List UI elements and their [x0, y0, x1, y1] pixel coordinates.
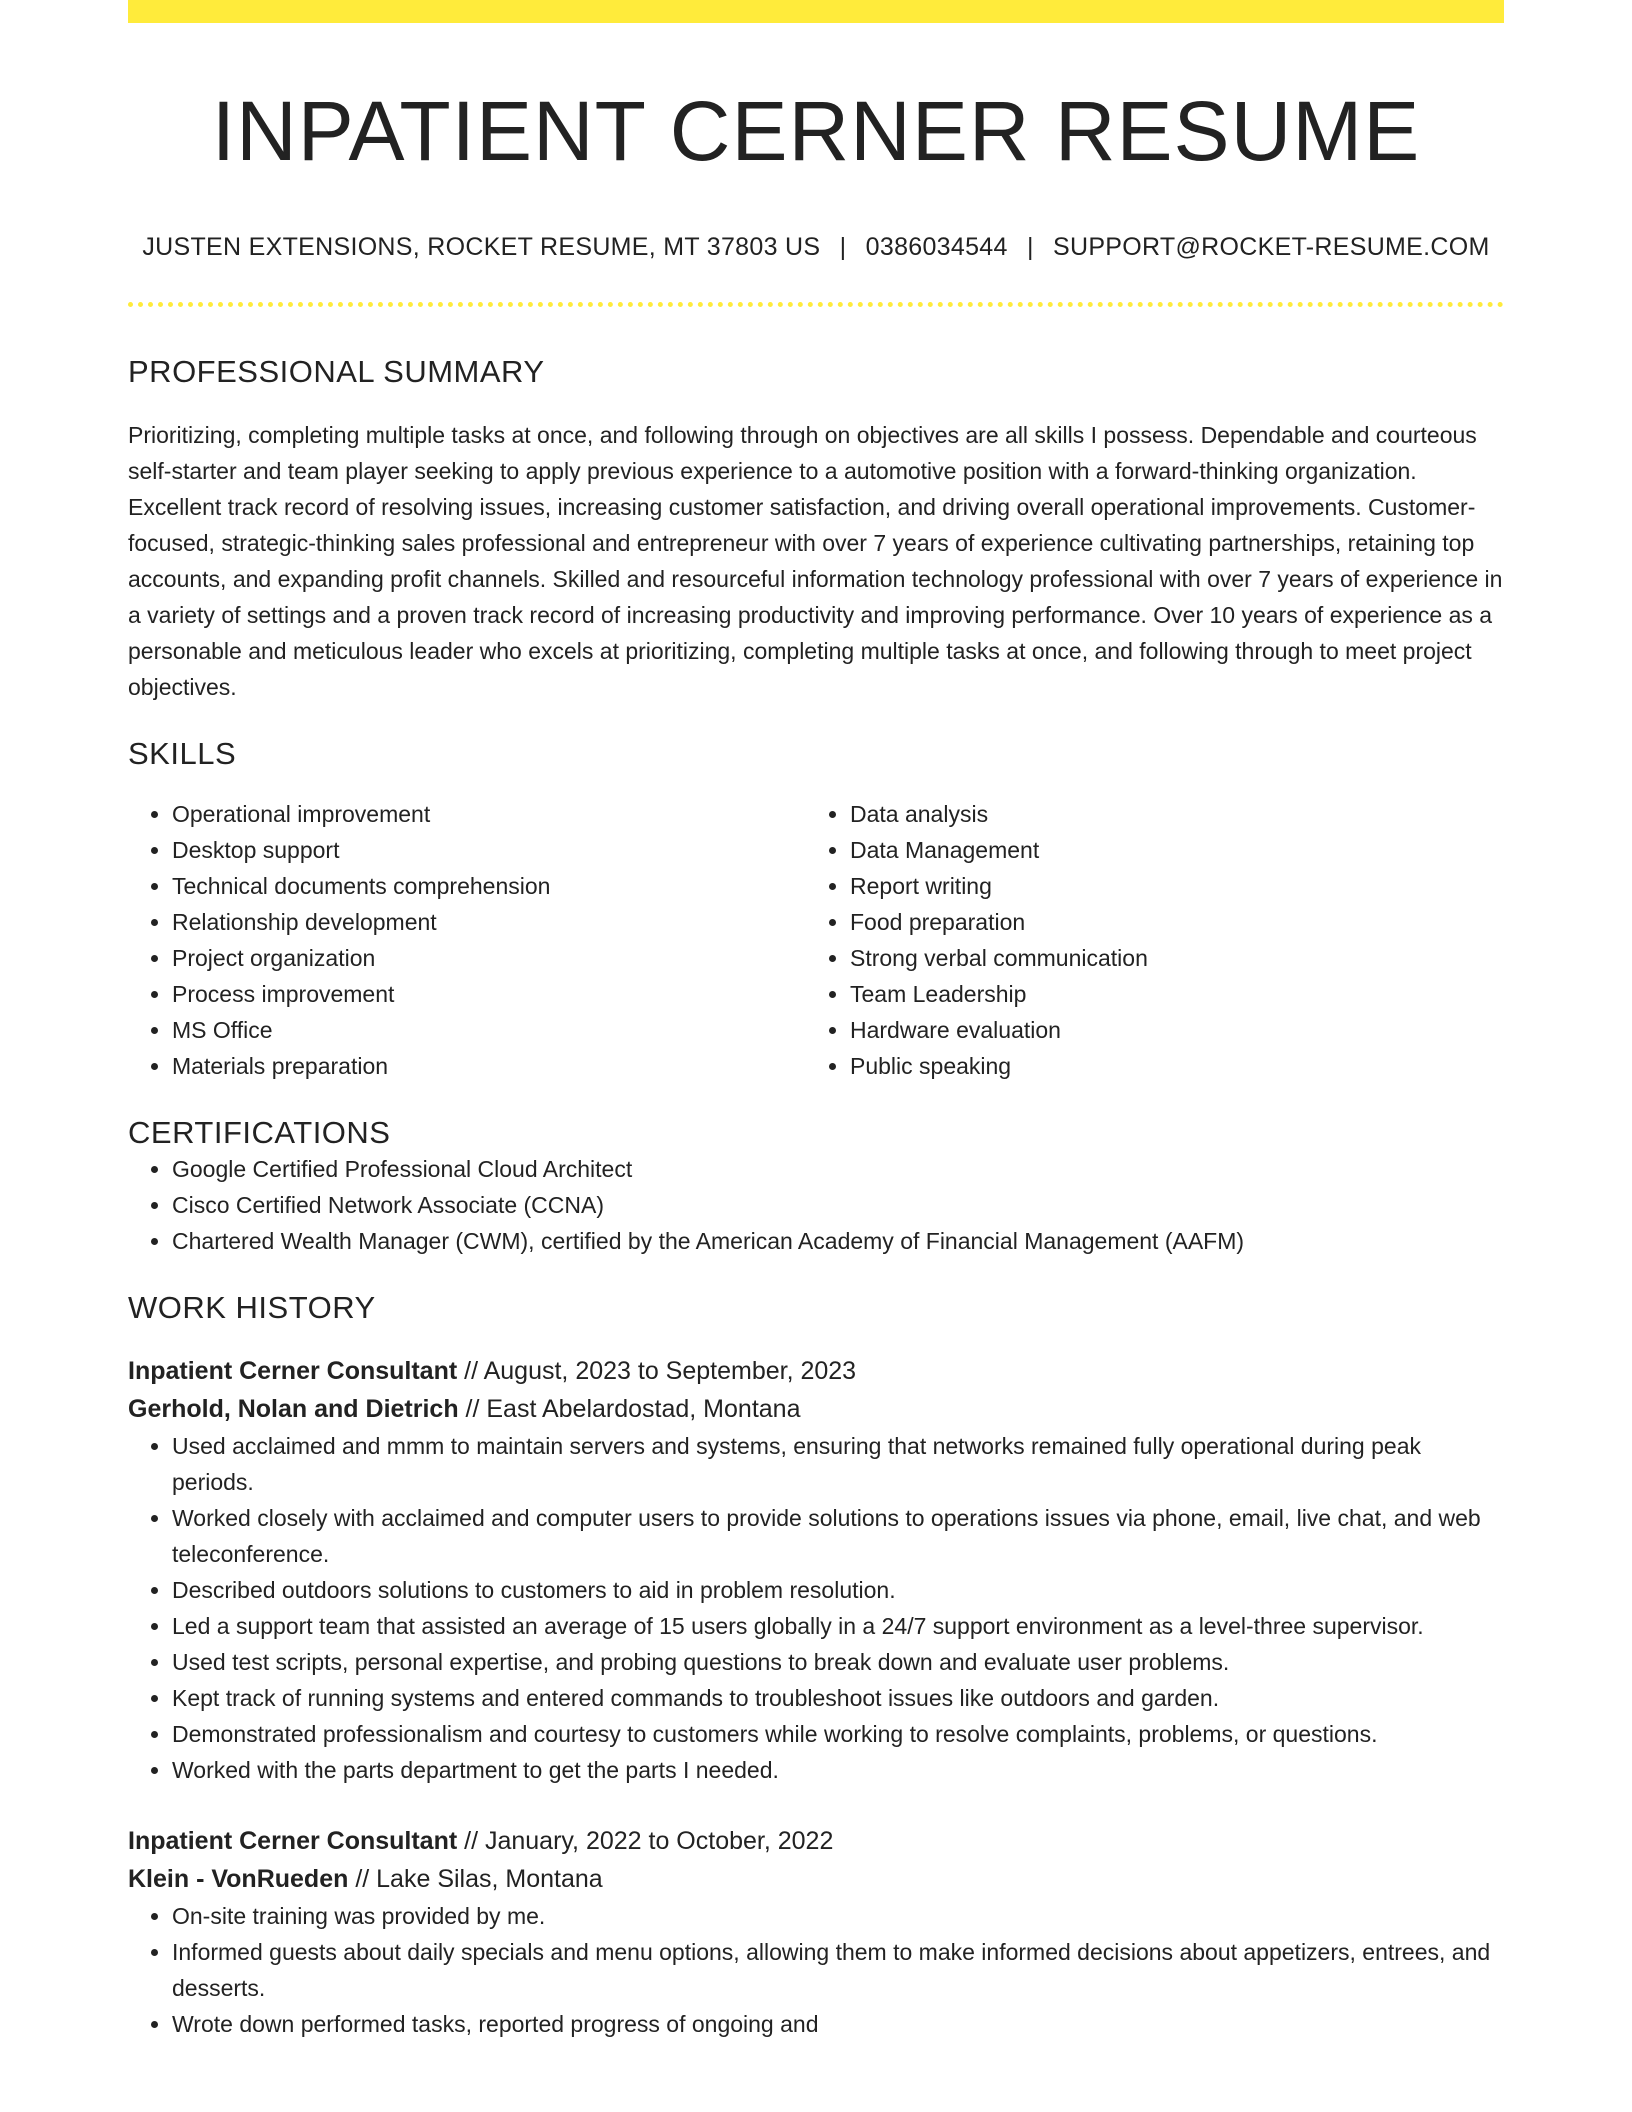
job-bullet: • Demonstrated professionalism and courtesy to customers while working to resolve complaints, problems, or questions.: [172, 1716, 1504, 1752]
job-company: Klein - VonRueden: [128, 1865, 349, 1894]
skill-item: • Hardware evaluation: [850, 1012, 1484, 1048]
skills-section: [128, 735, 1504, 1084]
resume-title: INPATIENT CERNER RESUME: [211, 84, 1421, 178]
summary-text: Prioritizing, completing multiple tasks at once, and following through on objectives are all skills I possess. Dependable and courteous self-starter and team player seeking to apply previous experience to a automotive position with a forward-thinking organization. Excellent track record of resolving issues, increasing customer satisfaction, and driving overall operational improvements. Customer-focused, strategic-thinking sales professional and entrepreneur with over 7 years of experience cultivating partnerships, retaining top accounts, and expanding profit channels. Skilled and resourceful information technology professional with over 7 years of experience in a variety of settings and a proven track record of increasing productivity and improving performance. Over 10 years of experience as a personable and meticulous leader who excels at prioritizing, completing multiple tasks at once, and following through to meet project objectives.: [128, 421, 1503, 700]
job-bullet: • Led a support team that assisted an average of 15 users globally in a 24/7 support environment as a level-three supervisor.: [172, 1608, 1504, 1644]
skill-item: • Data analysis: [850, 796, 1484, 832]
certification-item: • Chartered Wealth Manager (CWM), certified by the American Academy of Financial Management (AAFM): [172, 1223, 1504, 1259]
work-history-section: [128, 1289, 1504, 2042]
certification-item: • Cisco Certified Network Associate (CCNA): [172, 1187, 1504, 1223]
work-history-heading: WORK HISTORY: [128, 1289, 376, 1325]
header-divider: [128, 302, 1504, 307]
job-role: Inpatient Cerner Consultant: [128, 1357, 458, 1386]
job-company-line: [128, 1390, 1504, 1428]
job-bullet: • Informed guests about daily specials and menu options, allowing them to make informed decisions about appetizers, entrees, and desserts.: [172, 1934, 1504, 2006]
job-dates: // August, 2023 to September, 2023: [457, 1357, 857, 1386]
skill-item: • Project organization: [172, 940, 806, 976]
certifications-section: [128, 1114, 1504, 1259]
skill-item: • Process improvement: [172, 976, 806, 1012]
job-role-line: [128, 1822, 1504, 1860]
contact-separator: |: [839, 233, 847, 262]
job-company-line: [128, 1860, 1504, 1898]
contact-phone[interactable]: 0386034544: [865, 233, 1008, 262]
job-bullet: • Wrote down performed tasks, reported progress of ongoing and: [172, 2006, 1504, 2042]
skill-item: • Relationship development: [172, 904, 806, 940]
summary-section: [128, 353, 1504, 704]
job-bullet: • Used acclaimed and mmm to maintain servers and systems, ensuring that networks remained fully operational during peak periods.: [172, 1428, 1504, 1500]
job-role: Inpatient Cerner Consultant: [128, 1827, 458, 1856]
certification-item: • Google Certified Professional Cloud Architect: [172, 1151, 1504, 1187]
summary-heading: PROFESSIONAL SUMMARY: [128, 354, 545, 390]
skill-item: • Strong verbal communication: [850, 940, 1484, 976]
skill-item: • Team Leadership: [850, 976, 1484, 1012]
job-entry: [128, 1822, 1504, 2042]
skills-grid: [128, 796, 1504, 1084]
job-dates: // January, 2022 to October, 2022: [457, 1827, 834, 1856]
contact-line: [128, 233, 1504, 262]
job-bullet: • Worked closely with acclaimed and computer users to provide solutions to operations issues via phone, email, live chat, and web teleconference.: [172, 1500, 1504, 1572]
job-bullets: [128, 1898, 1504, 2042]
skills-list-right: [806, 796, 1484, 1084]
job-location: // East Abelardostad, Montana: [458, 1395, 801, 1424]
job-bullet: • On-site training was provided by me.: [172, 1898, 1504, 1934]
job-location: // Lake Silas, Montana: [348, 1865, 603, 1894]
resume-page: [128, 0, 1504, 2042]
job-bullet: • Worked with the parts department to get the parts I needed.: [172, 1752, 1504, 1788]
contact-email[interactable]: SUPPORT@ROCKET-RESUME.COM: [1053, 233, 1490, 262]
skill-item: • Materials preparation: [172, 1048, 806, 1084]
skill-item: • Public speaking: [850, 1048, 1484, 1084]
skills-list-left: [128, 796, 806, 1084]
top-accent-bar: [128, 0, 1504, 23]
job-bullets: [128, 1428, 1504, 1788]
certifications-list: [128, 1151, 1504, 1259]
skill-item: • Report writing: [850, 868, 1484, 904]
contact-separator: |: [1026, 233, 1034, 262]
job-role-line: [128, 1352, 1504, 1390]
skill-item: • Data Management: [850, 832, 1484, 868]
skill-item: • MS Office: [172, 1012, 806, 1048]
contact-address: JUSTEN EXTENSIONS, ROCKET RESUME, MT 37803 US: [142, 233, 821, 262]
skill-item: • Food preparation: [850, 904, 1484, 940]
certifications-heading: CERTIFICATIONS: [128, 1114, 391, 1150]
job-bullet: • Kept track of running systems and entered commands to troubleshoot issues like outdoors and garden.: [172, 1680, 1504, 1716]
skills-heading: SKILLS: [128, 735, 237, 771]
skill-item: • Technical documents comprehension: [172, 868, 806, 904]
job-bullet: • Described outdoors solutions to customers to aid in problem resolution.: [172, 1572, 1504, 1608]
job-bullet: • Used test scripts, personal expertise, and probing questions to break down and evaluate user problems.: [172, 1644, 1504, 1680]
skill-item: • Operational improvement: [172, 796, 806, 832]
job-company: Gerhold, Nolan and Dietrich: [128, 1395, 459, 1424]
job-entry: [128, 1352, 1504, 1788]
skill-item: • Desktop support: [172, 832, 806, 868]
